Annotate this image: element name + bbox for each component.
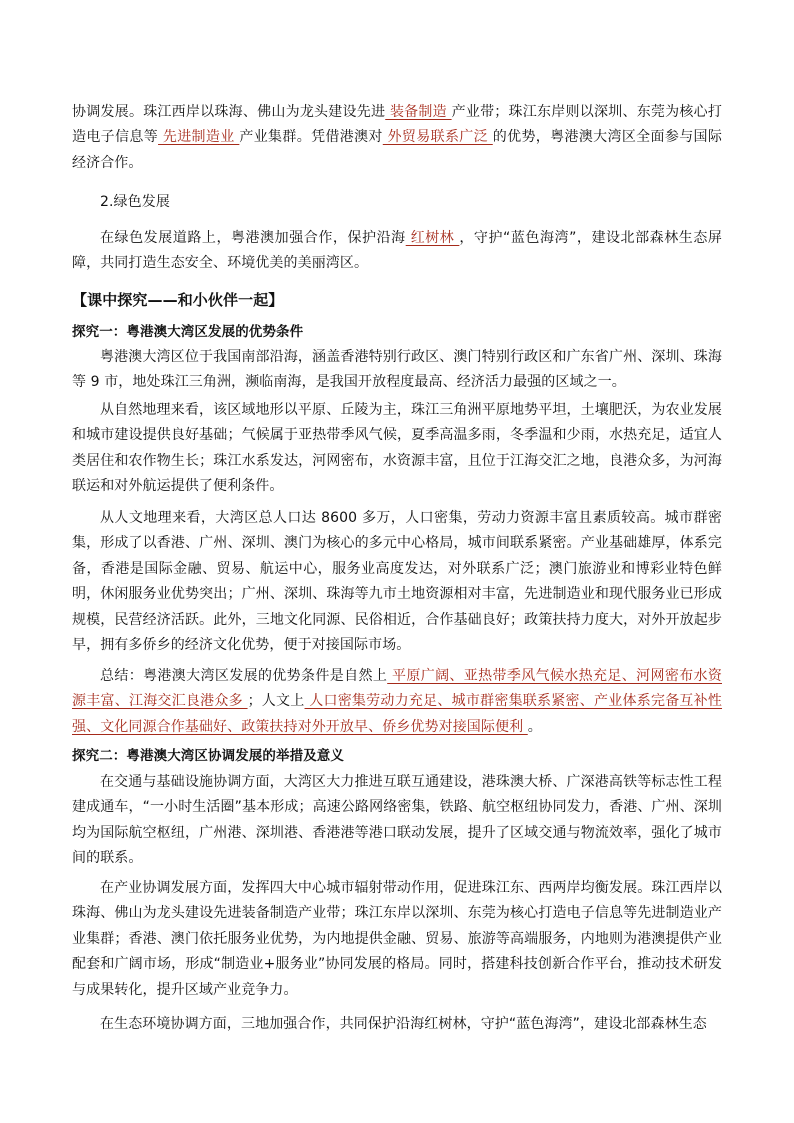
paragraph-transport: 在交通与基础设施协调方面，大湾区大力推进互联互通建设，港珠澳大桥、广深港高铁等标志性工程建成通车，“一小时生活圈”基本形成；高速公路网络密集，铁路、航空枢纽协同发力，香港、广州、深圳均为国际航空枢纽，广州港、深圳港、香港港等港口联动发展，提升了区域交通与物流效率，强化了城市间的联系。 (72, 774, 722, 867)
inquiry-one-heading: 探究一：粤港澳大湾区发展的优势条件 (72, 324, 304, 340)
answer-blank: 平原广阔、亚热带季风气候水热充足、河网密布水资源丰富、江海交汇良港众多 (72, 668, 722, 710)
text: ；人文上 (247, 693, 305, 710)
inquiry-two-heading: 探究二：粤港澳大湾区协调发展的举措及意义 (72, 748, 344, 764)
paragraph-physical-geography: 从自然地理来看，该区域地形以平原、丘陵为主，珠江三角洲平原地势平坦，土壤肥沃，为农业发展和城市建设提供良好基础；气候属于亚热带季风气候，夏季高温多雨，冬季温和少雨，水热充足，适宜人类居住和农作物生长；珠江水系发达，河网密布，水资源丰富，且位于江海交汇之地，良港众多，为河海联运和对外航运提供了便利条件。 (72, 402, 722, 495)
answer-blank: 先进制造业 (158, 129, 240, 146)
paragraph-human-geography: 从人文地理来看，大湾区总人口达 8600 多万，人口密集，劳动力资源丰富且素质较高。城市群密集，形成了以香港、广州、深圳、澳门为核心的多元中心格局，城市间联系紧密。产业基础雄厚，体系完备，香港是国际金融、贸易、航运中心，服务业高度发达，对外联系广泛；澳门旅游业和博彩业特色鲜明，休闲服务业优势突出；广州、深圳、珠海等九市土地资源相对丰富，先进制造业和现代服务业已形成规模，民营经济活跃。此外，三地文化同源、民俗相近，合作基础良好；政策扶持力度大，对外开放起步早，拥有多侨乡的经济文化优势，便于对接国际市场。 (72, 510, 722, 654)
paragraph-industry: 在产业协调发展方面，发挥四大中心城市辐射带动作用，促进珠江东、西两岸均衡发展。珠江西岸以珠海、佛山为龙头建设先进装备制造产业带；珠江东岸以深圳、东莞为核心打造电子信息等先进制造业产业集群；香港、澳门依托服务业优势，为内地提供金融、贸易、旅游等高端服务，内地则为港澳提供产业配套和广阔市场，形成“制造业+服务业”协同发展的格局。同时，搭建科技创新合作平台，推动技术研发与成果转化，提升区域产业竞争力。 (72, 880, 722, 998)
text: ，守护“蓝色海湾”，建设北部森林生态屏障，共同打造生态安全、环境优美的美丽湾区。 (72, 230, 722, 272)
text: 总结：粤港澳大湾区发展的优势条件是自然上 (100, 668, 388, 684)
section-heading: 【课中探究——和小伙伴一起】 (72, 291, 284, 309)
answer-blank: 外贸易联系广泛 (382, 129, 493, 146)
paragraph-green-development (72, 226, 722, 277)
text: 产业带；珠江东岸则以深圳、东莞为核心打造电子信息等 (72, 104, 722, 146)
paragraph-overview: 粤港澳大湾区位于我国南部沿海，涵盖香港特别行政区、澳门特别行政区和广东省广州、深圳、珠海等 9 市，地处珠江三角洲，濒临南海，是我国开放程度最高、经济活力最强的区域之一。 (72, 349, 722, 391)
text: 的优势，粤港澳大湾区全面参与国际经济合作。 (72, 129, 722, 171)
text: 产业集群。凭借港澳对 (239, 129, 383, 146)
green-development-title: 2.绿色发展 (100, 194, 170, 210)
text: 在绿色发展道路上，粤港澳加强合作，保护沿海 (100, 230, 406, 246)
answer-blank: 人口密集劳动力充足、城市群密集联系紧密、产业体系完备互补性强、文化同源合作基础好、政策扶持对外开放早、侨乡优势对接国际便利 (72, 693, 723, 735)
text: 。 (527, 718, 542, 735)
answer-blank: 红树林 (405, 230, 460, 246)
paragraph-ecology: 在生态环境协调方面，三地加强合作，共同保护沿海红树林，守护“蓝色海湾”，建设北部森林生态 (100, 1016, 707, 1032)
answer-blank: 装备制造 (385, 104, 452, 120)
paragraph-coordinated-development (72, 100, 722, 176)
paragraph-summary (72, 664, 722, 740)
text: 协调发展。珠江西岸以珠海、佛山为龙头建设先进 (72, 104, 386, 120)
